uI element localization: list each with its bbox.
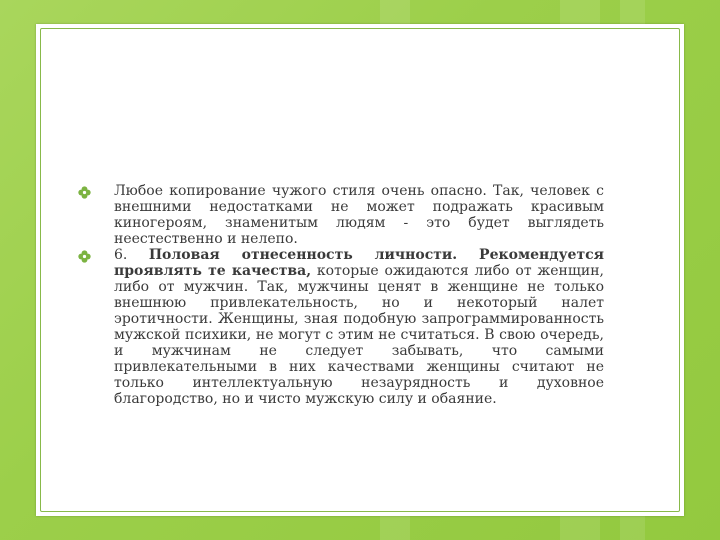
bullet-item [78,183,604,247]
slide-content [78,183,604,407]
bullet-item [78,247,604,407]
bullet-number: 6. [114,247,149,263]
bullet-text [114,247,604,407]
clover-bullet-icon [78,250,91,263]
clover-bullet-icon [78,186,91,199]
bullet-text-rest: которые ожидаются либо от женщин, либо от мужчин. Так, мужчины ценят в женщине не только внешнюю привлекательность, но и некоторый налет эротичности. Женщины, зная подобную запрограммированность мужской психики, не могут с этим не считаться. В свою очередь, и мужчинам не следует забывать, что самыми привлекательными в них качествами женщины считают не только интеллектуальную незаурядность и духовное благородство, но и чисто мужскую силу и обаяние. [114,263,605,407]
bullet-text: Любое копирование чужого стиля очень опасно. Так, человек с внешними недостатками не может подражать красивым киногероям, знаменитым людям - это будет выглядеть неестественно и нелепо. [114,183,604,247]
bullet-bold-title: Половая отнесенность личности. Рекомендуется проявлять те качества, [114,247,604,279]
slide [36,24,684,516]
